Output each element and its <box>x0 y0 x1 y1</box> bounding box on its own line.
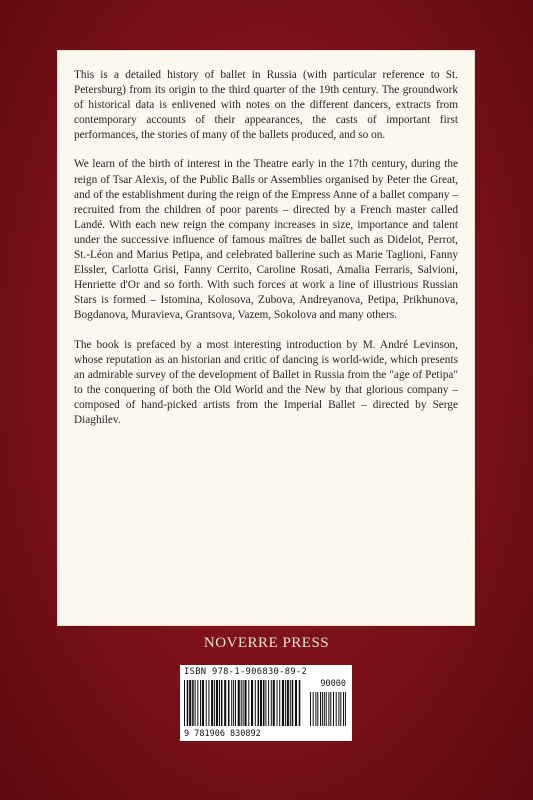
barcode-bar <box>290 680 291 726</box>
barcode-bar <box>200 680 201 726</box>
barcode-bar <box>197 680 198 726</box>
barcode-bar <box>195 680 196 726</box>
barcode-bar <box>184 680 185 726</box>
barcode-bar <box>320 692 321 726</box>
barcode-bar <box>248 680 249 726</box>
barcode-bar <box>255 680 256 726</box>
barcode-bar <box>268 680 269 726</box>
barcode-bar <box>287 680 289 726</box>
barcode-bar <box>224 680 226 726</box>
barcode-bar <box>322 692 323 726</box>
barcode-bar <box>189 680 191 726</box>
blurb-paragraph-1: This is a detailed history of ballet in Russia (with particular reference to St. Petersburg) from its origin to the third quarter of the 19th century. The groundwork of historical data is enlivened with notes on the different dancers, extracts from contemporary accounts of their appearances, the casts of important first performances, the stories of many of the ballets produced, and so on. <box>74 69 458 142</box>
barcode-bar <box>333 692 334 726</box>
barcode-bar <box>343 692 344 726</box>
barcode-bar <box>295 680 297 726</box>
barcode-bar <box>336 692 337 726</box>
barcode-bar <box>271 680 272 726</box>
barcode-bar <box>251 680 253 726</box>
barcode-bar <box>265 680 266 726</box>
barcode-bar <box>219 680 220 726</box>
barcode-bar <box>206 680 207 726</box>
barcode-bar <box>228 680 230 726</box>
barcode-bar <box>324 692 325 726</box>
barcode-bar <box>258 680 260 726</box>
barcode-bar <box>202 680 204 726</box>
barcode-bar <box>235 680 236 726</box>
barcode-bar <box>310 692 311 726</box>
barcode-bar <box>345 692 346 726</box>
barcode-bar <box>315 692 316 726</box>
barcode-bar <box>330 692 331 726</box>
barcode-bar <box>260 680 262 726</box>
barcode-addon-digits: 90000 <box>320 679 346 689</box>
barcode-bar <box>292 680 294 726</box>
publisher-name: NOVERRE PRESS <box>203 635 330 651</box>
barcode-bar <box>214 680 215 726</box>
barcode-bar <box>285 680 286 726</box>
barcode-bar <box>187 680 189 726</box>
barcode-bar <box>192 680 194 726</box>
barcode-bar <box>241 680 242 726</box>
barcode-bar <box>211 680 213 726</box>
barcode-bar <box>216 680 218 726</box>
barcode-bar <box>338 692 339 726</box>
barcode-bar <box>277 680 278 726</box>
barcode-bar <box>326 692 327 726</box>
barcode-bar <box>317 692 318 726</box>
barcode-bar <box>233 680 234 726</box>
blurb-paragraph-2: We learn of the birth of interest in the Theatre early in the 17th century, during the reign of Tsar Alexis, of the Public Balls or Assemblies organised by Peter the Great, and of the establishment during the reign of the Empress Anne of a ballet company – recruited from the children of poor parents – directed by a French master called Landé. With each new reign the company increases in size, importance and talent under the successive influence of famous maîtres de ballet such as Didelot, Perrot, St.-Léon and Marius Petipa, and celebrated ballerine such as Marie Taglioni, Fanny Elssler, Carlotta Grisi, Fanny Cerrito, Caroline Rosati, Amalia Ferraris, Salvioni, Henriette d'Or and so forth. With such forces at work a line of illustrious Russian Stars is formed – Istomina, Kolosova, Zubova, Andreyanova, Petipa, Prikhunova, Bogdanova, Muravieva, Grantsova, Vazem, Sokolova and many others. <box>74 158 458 322</box>
barcode-bar <box>279 680 280 726</box>
blurb-paragraph-3: The book is prefaced by a most interesting introduction by M. André Levinson, whose reputation as an historian and critic of dancing is world-wide, which presents an admirable survey of the development of Ballet in Russia from the "age of Petipa" to the conquering of both the Old World and the New by that glorious company – composed of hand-picked artists from the Imperial Ballet – directed by Serge Diaghilev. <box>74 338 458 426</box>
barcode-bar <box>238 680 240 726</box>
barcode-bar <box>313 692 314 726</box>
barcode-main-bars <box>184 680 300 726</box>
barcode-bar <box>263 680 265 726</box>
barcode-bar <box>328 692 329 726</box>
barcode-bar <box>282 680 284 726</box>
barcode-addon-bars <box>310 692 346 726</box>
barcode-bar <box>245 680 247 726</box>
barcode-ean-digits: 9 781906 830892 <box>184 729 261 739</box>
barcode-bar <box>231 680 232 726</box>
isbn-label: ISBN 978-1-906830-89-2 <box>184 667 308 677</box>
barcode-bar <box>208 680 209 726</box>
blurb-panel <box>57 50 475 626</box>
barcode-bar <box>273 680 275 726</box>
barcode-bar <box>243 680 244 726</box>
isbn-barcode <box>180 665 352 741</box>
barcode-bar <box>221 680 223 726</box>
barcode-bar <box>299 680 301 726</box>
barcode-bar <box>340 692 341 726</box>
